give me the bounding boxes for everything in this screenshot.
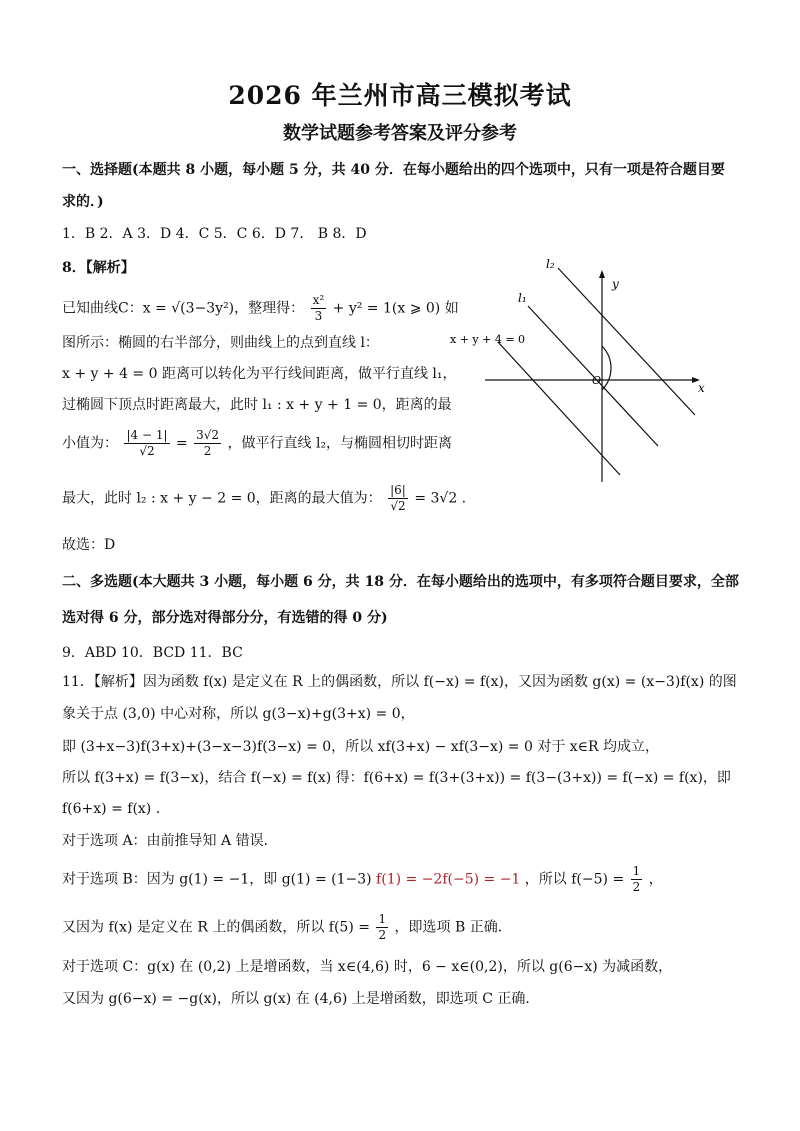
section1-heading: 一、选择题(本题共 8 小题，每小题 5 分，共 40 分．在每小题给出的四个选项中，只有一项是符合题目要 [62, 162, 725, 178]
q11-text: ， [648, 871, 663, 888]
fraction [376, 912, 388, 943]
fraction-numerator: 1 [632, 864, 641, 878]
fraction [124, 428, 169, 459]
q11-red-text: f(1) = −2f(−5) = −1 [376, 871, 521, 888]
fraction-denominator: 2 [632, 880, 641, 894]
q11-option-c: 对于选项 C：g(x) 在 (0,2) 上是增函数，当 x∈(4,6) 时，6 − x∈(0,2)，所以 g(6−x) 为减函数， [62, 959, 673, 975]
section2-heading-cont: 选对得 6 分，部分选对得部分分，有选错的得 0 分) [62, 610, 388, 626]
q8-text: 已知曲线C：x = √(3−3y²)，整理得： [62, 300, 305, 317]
page-subtitle: 数学试题参考答案及评分参考 [283, 123, 517, 144]
q8-line-2: 图所示：椭圆的右半部分，则曲线上的点到直线 l： [62, 335, 379, 351]
fraction-denominator: √2 [139, 444, 155, 458]
q11-option-a: 对于选项 A：由前推导知 A 错误． [62, 833, 278, 849]
fraction-numerator: 3√2 [196, 428, 220, 442]
section2-answers: 9．ABD 10．BCD 11．BC [62, 645, 243, 661]
q8-analysis-label: 8．【解析】 [62, 260, 135, 276]
q8-line-6 [62, 483, 466, 514]
q11-text: ，即选项 B 正确． [394, 919, 512, 936]
q8-conclusion: 故选：D [62, 537, 116, 553]
q11-line-3: 即 (3+x−3)f(3+x)+(3−x−3)f(3−x) = 0，所以 xf(3+x) − xf(3−x) = 0 对于 x∈R 均成立， [62, 739, 660, 755]
label-given-line: x + y + 4 = 0 [450, 333, 526, 346]
q8-text: + y² = 1(x ⩾ 0) 如 [332, 300, 459, 317]
section1-heading-cont: 求的．) [62, 194, 104, 210]
fraction [311, 293, 327, 324]
fraction [631, 864, 643, 895]
q11-option-c-cont: 又因为 g(6−x) = −g(x)，所以 g(x) 在 (4,6) 上是增函数，即选项 C 正确． [62, 991, 540, 1007]
half-ellipse [602, 346, 611, 390]
q11-line-1: 11．【解析】因为函数 f(x) 是定义在 R 上的偶函数，所以 f(−x) = f(x)，又因为函数 g(x) = (x−3)f(x) 的图 [62, 674, 737, 690]
label-x: x [698, 381, 705, 395]
q8-line-4: 过椭圆下顶点时距离最大，此时 l₁ : x + y + 1 = 0，距离的最 [62, 397, 452, 413]
equals-sign: = [175, 435, 188, 452]
fraction-numerator: |4 − 1| [126, 428, 168, 442]
q11-text: 又因为 f(x) 是定义在 R 上的偶函数，所以 f(5) = [62, 919, 370, 936]
fraction-denominator: 2 [203, 444, 212, 458]
fraction-denominator: √2 [390, 499, 406, 513]
q8-text: 最大，此时 l₂ : x + y − 2 = 0，距离的最大值为： [62, 490, 382, 507]
label-l1: l₁ [518, 291, 527, 305]
q8-text: 小值为： [62, 435, 118, 452]
q11-option-b [62, 864, 663, 895]
ellipse-lines-figure [440, 250, 740, 490]
q11-line-2: 象关于点 (3,0) 中心对称，所以 g(3−x)+g(3+x) = 0， [62, 706, 415, 722]
q8-line-3: x + y + 4 = 0 距离可以转化为平行线间距离，做平行直线 l₁， [62, 366, 457, 382]
section2-heading: 二、多选题(本大题共 3 小题，每小题 6 分，共 18 分．在每小题给出的选项中，有多项符合题目要求，全部 [62, 574, 739, 590]
q8-text: = 3√2 . [414, 490, 467, 507]
fraction-denominator: 2 [378, 928, 387, 942]
q8-line-1 [62, 293, 459, 324]
fraction-numerator: x² [312, 293, 325, 307]
q11-line-4: 所以 f(3+x) = f(3−x)，结合 f(−x) = f(x) 得：f(6+x) = f(3+(3+x)) = f(3−(3+x)) = f(−x) = f(x)，即 [62, 770, 731, 786]
label-origin: O [592, 374, 602, 387]
fraction [194, 428, 221, 459]
fraction [388, 483, 408, 514]
label-y: y [612, 277, 619, 291]
fraction-numerator: |6| [390, 483, 406, 497]
q8-line-5 [62, 428, 452, 459]
q11-text: ，所以 f(−5) = [524, 871, 625, 888]
section1-answers: 1．B 2．A 3．D 4．C 5．C 6．D 7． B 8．D [62, 226, 367, 242]
line-l2 [558, 268, 695, 415]
y-axis-arrow [599, 270, 605, 278]
page-title: 2026 年兰州市高三模拟考试 [228, 81, 572, 110]
fraction-denominator: 3 [314, 309, 323, 323]
q11-text: 对于选项 B：因为 g(1) = −1，即 g(1) = (1−3) [62, 871, 372, 888]
q11-option-b-cont [62, 912, 512, 943]
label-l2: l₂ [546, 257, 555, 271]
q11-line-5: f(6+x) = f(x) . [62, 801, 161, 817]
fraction-numerator: 1 [378, 912, 387, 926]
q8-text: ，做平行直线 l₂，与椭圆相切时距离 [227, 435, 453, 452]
